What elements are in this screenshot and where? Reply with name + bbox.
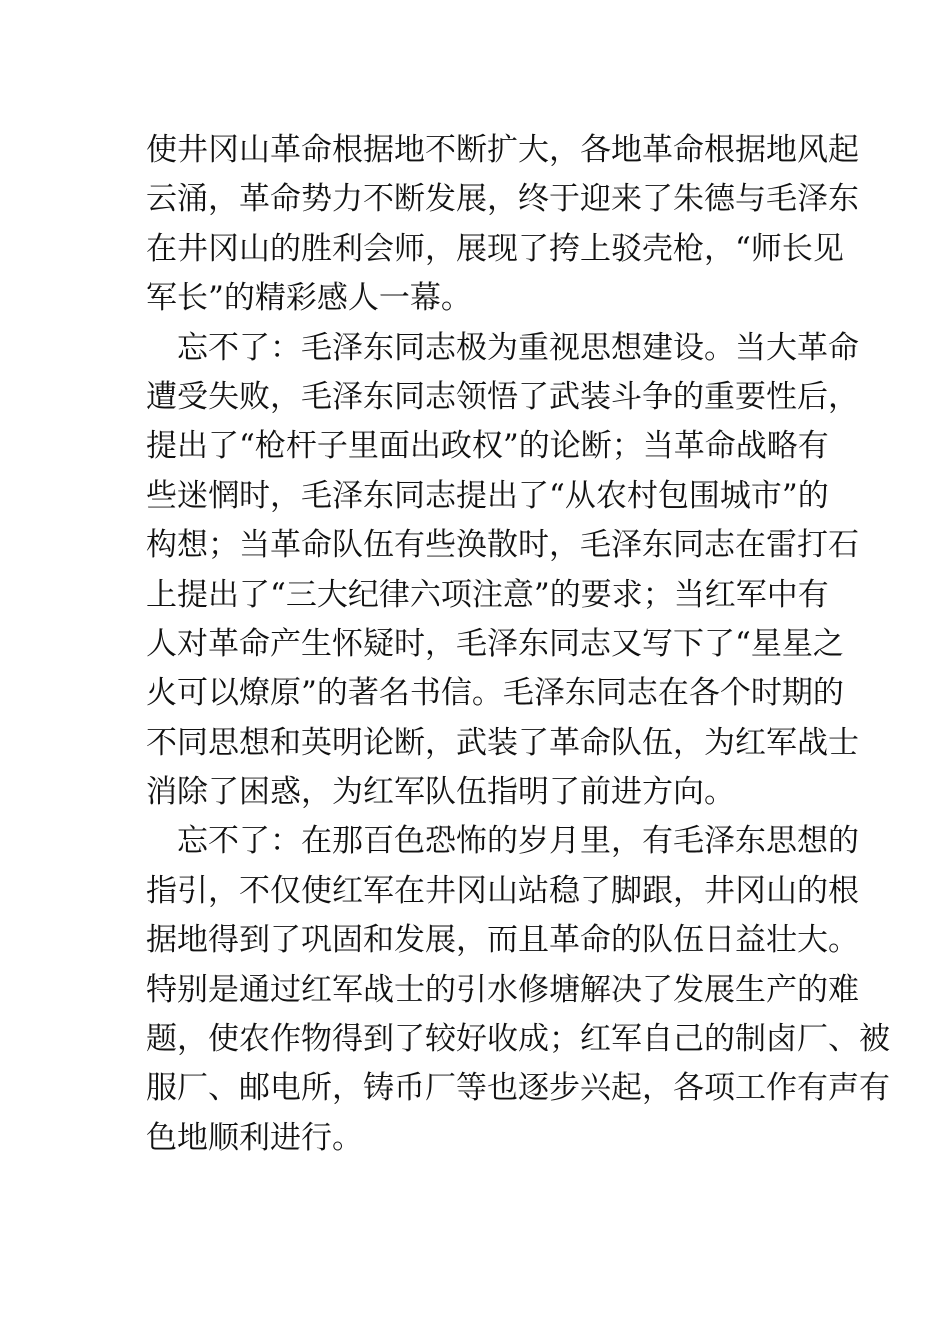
- text-line: 构想；当革命队伍有些涣散时，毛泽东同志在雷打石: [146, 527, 859, 564]
- text-line: 云涌，革命势力不断发展，终于迎来了朱德与毛泽东: [146, 181, 859, 218]
- text-line: 题，使农作物得到了较好收成；红军自己的制卤厂、被: [146, 1021, 890, 1058]
- body-text: [146, 126, 890, 1163]
- text-line: 特别是通过红军战士的引水修塘解决了发展生产的难: [146, 971, 859, 1008]
- text-line: 火可以燎原”的著名书信。毛泽东同志在各个时期的: [146, 675, 844, 712]
- text-line: 在井冈山的胜利会师，展现了挎上驳壳枪，“师长见: [146, 230, 844, 267]
- text-line: 服厂、邮电所，铸币厂等也逐步兴起，各项工作有声有: [146, 1070, 890, 1107]
- text-line: 使井冈山革命根据地不断扩大，各地革命根据地风起: [146, 132, 859, 168]
- text-line: 据地得到了巩固和发展，而且革命的队伍日益壮大。: [146, 922, 859, 959]
- text-line: 指引，不仅使红军在井冈山站稳了脚跟，井冈山的根: [146, 872, 859, 909]
- text-line: 遭受失败，毛泽东同志领悟了武装斗争的重要性后，: [146, 378, 859, 415]
- text-line: 上提出了“三大纪律六项注意”的要求；当红军中有: [146, 576, 829, 613]
- text-line: 消除了困惑，为红军队伍指明了前进方向。: [146, 774, 735, 811]
- text-line: 不同思想和英明论断，武装了革命队伍，为红军战士: [146, 724, 859, 761]
- text-line: 些迷惘时，毛泽东同志提出了“从农村包围城市”的: [146, 477, 829, 514]
- text-line: 忘不了：毛泽东同志极为重视思想建设。当大革命: [146, 329, 859, 366]
- text-line: 军长”的精彩感人一幕。: [146, 280, 472, 317]
- text-line: 人对革命产生怀疑时，毛泽东同志又写下了“星星之: [146, 625, 844, 662]
- text-line: 色地顺利进行。: [146, 1119, 363, 1156]
- text-line: 忘不了：在那百色恐怖的岁月里，有毛泽东思想的: [146, 823, 859, 860]
- text-line: 提出了“枪杆子里面出政权”的论断；当革命战略有: [146, 428, 829, 465]
